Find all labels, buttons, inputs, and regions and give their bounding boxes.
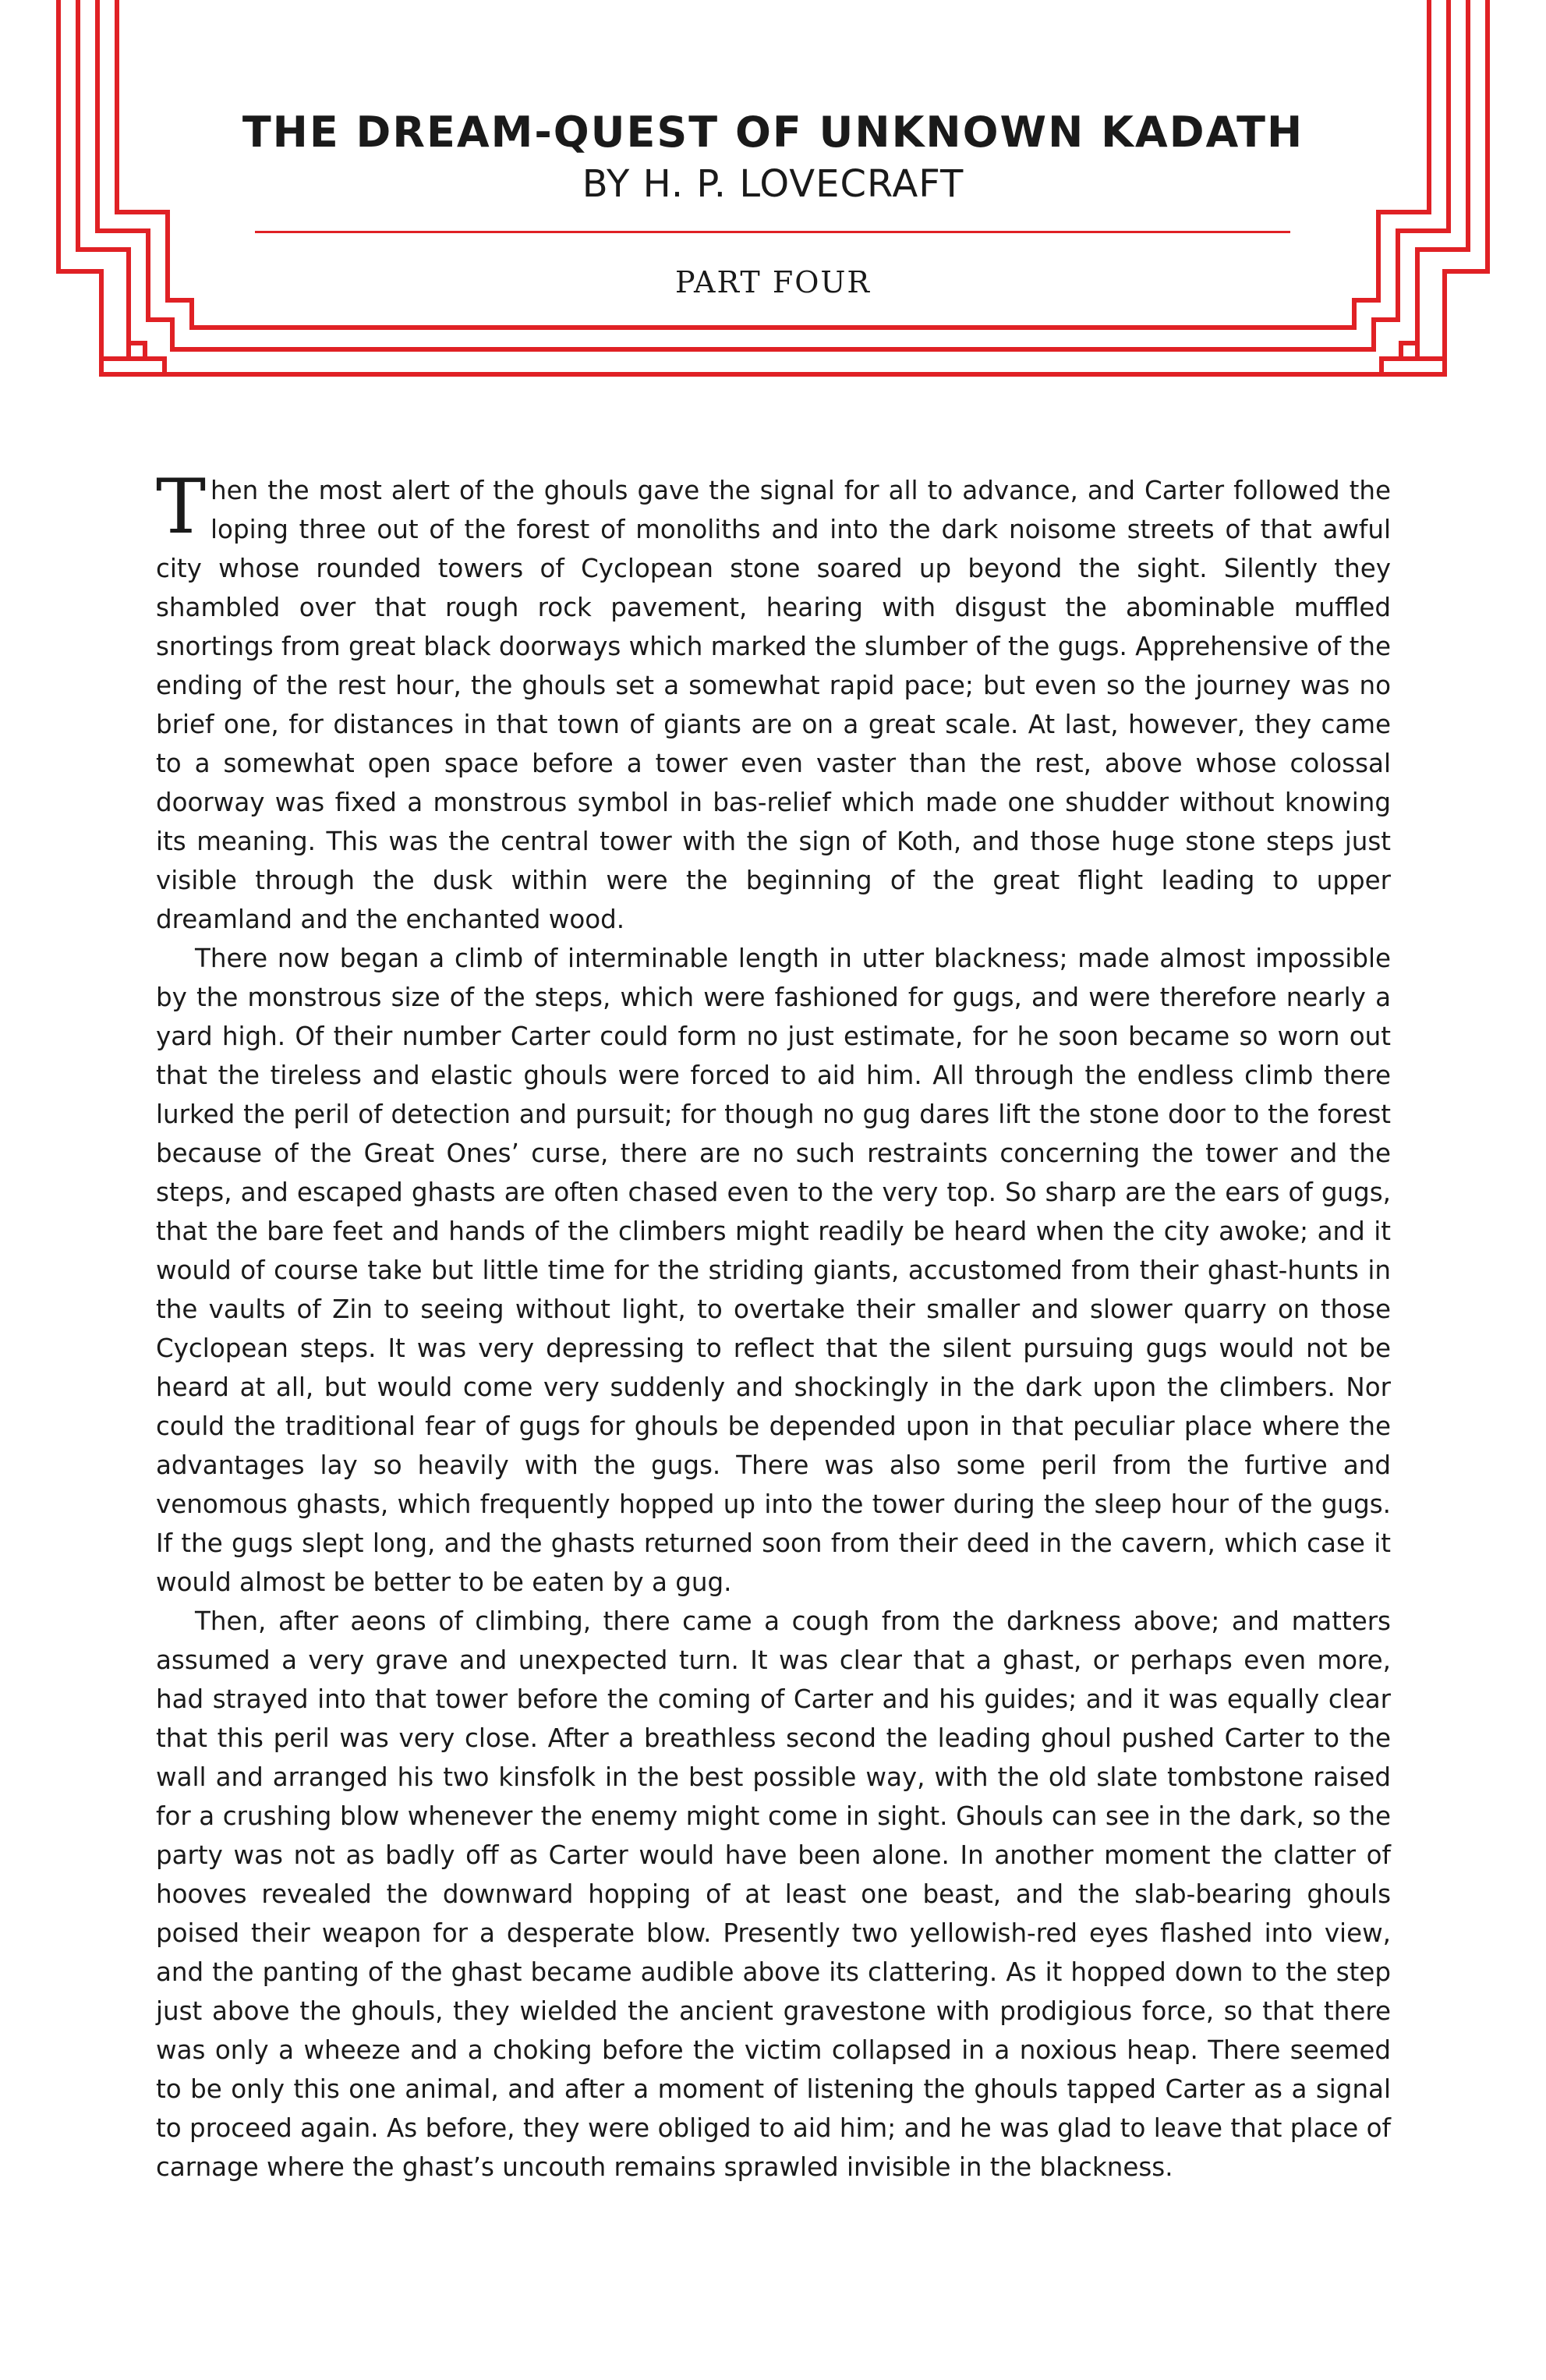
paragraph-1 (156, 463, 1391, 939)
decorative-header-frame (0, 0, 1546, 437)
paragraph-3: Then, after aeons of climbing, there came a cough from the darkness above; and matters assumed a very grave and unexpected turn. It was clear that a ghast, or perhaps even more, had strayed into that tower before the coming of Carter and his guides; and it was equally clear that this peril was very close. After a breathless second the leading ghoul pushed Carter to the wall and arranged his two kinsfolk in the best possible way, with the old slate tombstone raised for a crushing blow whenever the enemy might come in sight. Ghouls can see in the dark, so the party was not as badly off as Carter would have been alone. In another moment the clatter of hooves revealed the downward hopping of at least one beast, and the slab-bearing ghouls poised their weapon for a desperate blow. Presently two yellowish-red eyes flashed into view, and the panting of the ghast became audible above its clattering. As it hopped down to the step just above the ghouls, they wielded the ancient gravestone with prodigious force, so that there was only a wheeze and a choking before the victim collapsed in a noxious heap. There seemed to be only this one animal, and after a moment of listening the ghouls tapped Carter as a signal to proceed again. As before, they were obliged to aid him; and he was glad to leave that place of carnage where the ghast’s uncouth remains sprawled invisible in the blackness. (156, 1606, 1391, 2182)
paragraph-1-text: hen the most alert of the ghouls gave the signal for all to advance, and Carter followed the loping three out of the forest of monoliths and into the dark noisome streets of that awful city whose rounded towers of Cyclopean stone soared up beyond the sight. Silently they shambled over that rough rock pavement, hearing with disgust the abominable muffled snortings from great black doorways which marked the slumber of the gugs. Apprehensive of the ending of the rest hour, the ghouls set a somewhat rapid pace; but even so the journey was no brief one, for distances in that town of giants are on a great scale. At last, however, they came to a somewhat open space before a tower even vaster than the rest, above whose colossal doorway was fixed a monstrous symbol in bas-relief which made one shudder without knowing its meaning. This was the central tower with the sign of Koth, and those huge stone steps just visible through the dusk within were the beginning of the great flight leading to upper dreamland and the enchanted wood. (156, 476, 1391, 934)
article-body (156, 463, 1391, 2187)
drop-cap: T (156, 463, 207, 551)
part-heading: PART FOUR (674, 265, 872, 299)
title-divider (255, 231, 1290, 233)
author-byline: BY H. P. LOVECRAFT (582, 162, 964, 206)
page-title: THE DREAM-QUEST OF UNKNOWN KADATH (242, 108, 1304, 157)
paragraph-2: There now began a climb of interminable length in utter blackness; made almost impossible by the monstrous size of the steps, which were fashioned for gugs, and were therefore nearly a yard high. Of their number Carter could form no just estimate, for he soon became so worn out that the tireless and elastic ghouls were forced to aid him. All through the endless climb there lurked the peril of detection and pursuit; for though no gug dares lift the stone door to the forest because of the Great Ones’ curse, there are no such restraints concerning the tower and the steps, and escaped ghasts are often chased even to the very top. So sharp are the ears of gugs, that the bare feet and hands of the climbers might readily be heard when the city awoke; and it would of course take but little time for the striding giants, accustomed from their ghast-hunts in the vaults of Zin to seeing without light, to overtake their smaller and slower quarry on those Cyclopean steps. It was very depressing to reflect that the silent pursuing gugs would not be heard at all, but would come very suddenly and shockingly in the dark upon the climbers. Nor could the traditional fear of gugs for ghouls be depended upon in that peculiar place where the advantages lay so heavily with the gugs. There was also some peril from the furtive and venomous ghasts, which frequently hopped up into the tower during the sleep hour of the gugs. If the gugs slept long, and the ghasts returned soon from their deed in the cavern, which case it would almost be better to be eaten by a gug. (156, 944, 1391, 1597)
